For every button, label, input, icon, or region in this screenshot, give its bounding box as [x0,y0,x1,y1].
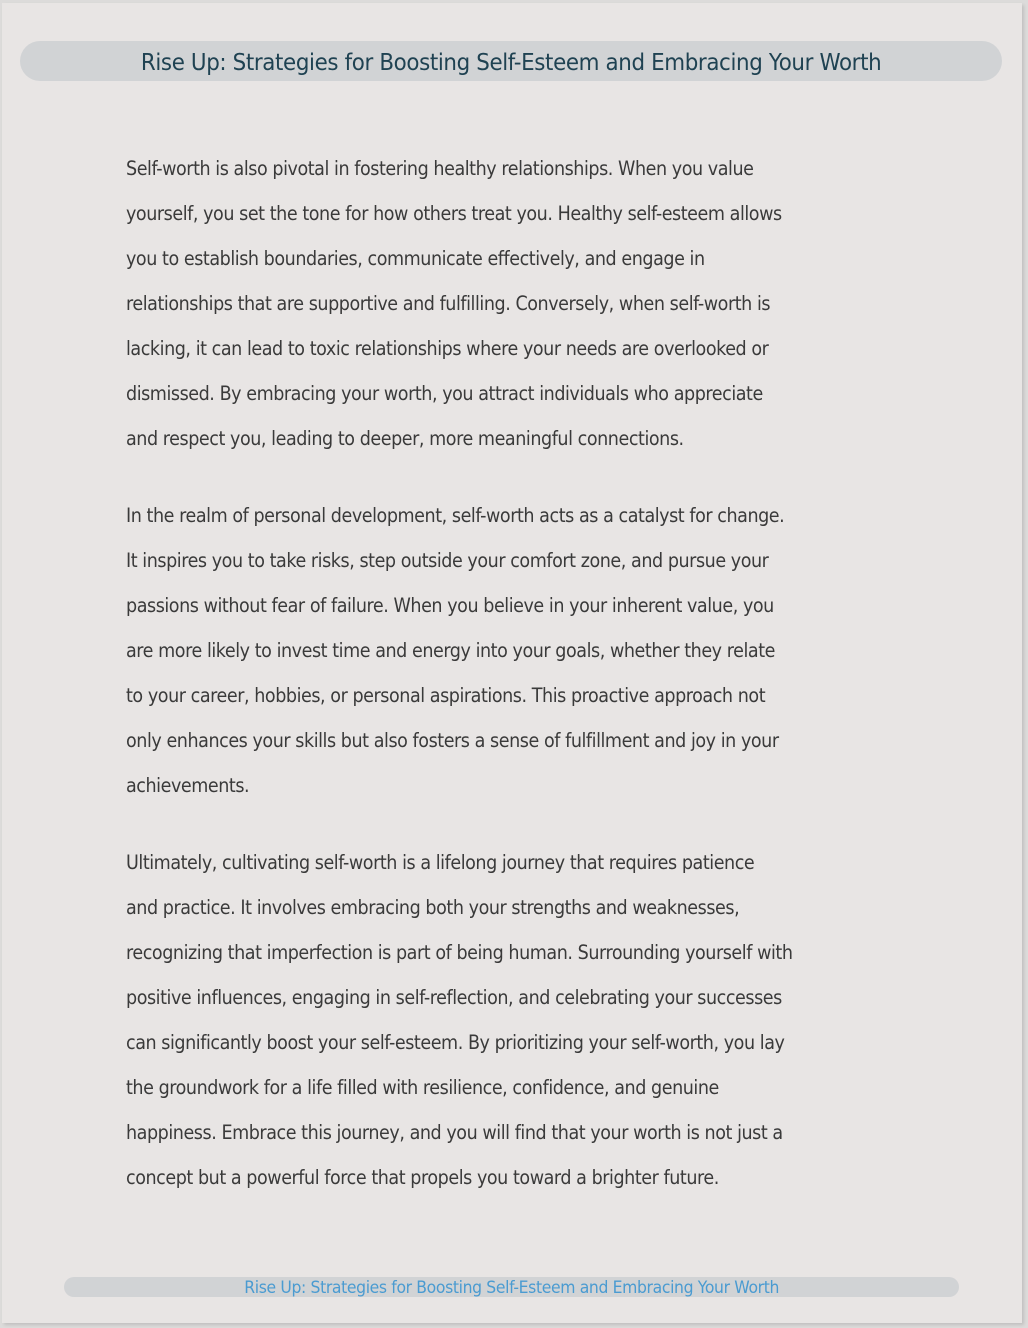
text-line: achievements. [126,774,250,797]
paragraph-conclusion [126,845,916,1205]
text-line: and practice. It involves embracing both your strengths and weaknesses, [126,896,740,919]
text-line: to your career, hobbies, or personal aspirations. This proactive approach not [126,684,766,707]
text-line: yourself, you set the tone for how others treat you. Healthy self-esteem allows [126,202,782,225]
text-line: positive influences, engaging in self-reflection, and celebrating your successes [126,986,782,1009]
paragraph-relationships [126,151,916,466]
text-line: relationships that are supportive and fulfilling. Conversely, when self-worth is [126,292,771,315]
page-footer [64,1277,959,1297]
text-line: can significantly boost your self-esteem. By prioritizing your self-worth, you lay [126,1031,785,1054]
footer-title: Rise Up: Strategies for Boosting Self-Esteem and Embracing Your Worth [244,1278,779,1298]
header-title: Rise Up: Strategies for Boosting Self-Esteem and Embracing Your Worth [140,50,882,76]
page-body [126,151,916,1237]
text-line: Self-worth is also pivotal in fostering healthy relationships. When you value [126,157,754,180]
paragraph-personal-development [126,498,916,813]
text-line: the groundwork for a life filled with resilience, confidence, and genuine [126,1076,719,1099]
text-line: concept but a powerful force that propels you toward a brighter future. [126,1166,719,1189]
document-page [2,3,1022,1323]
text-line: and respect you, leading to deeper, more meaningful connections. [126,427,684,450]
page-header [20,41,1002,81]
text-line: you to establish boundaries, communicate effectively, and engage in [126,247,705,270]
text-line: In the realm of personal development, self-worth acts as a catalyst for change. [126,504,785,527]
text-line: recognizing that imperfection is part of being human. Surrounding yourself with [126,941,793,964]
text-line: are more likely to invest time and energy into your goals, whether they relate [126,639,775,662]
text-line: It inspires you to take risks, step outside your comfort zone, and pursue your [126,549,769,572]
text-line: dismissed. By embracing your worth, you attract individuals who appreciate [126,382,763,405]
text-line: happiness. Embrace this journey, and you will find that your worth is not just a [126,1121,783,1144]
text-line: lacking, it can lead to toxic relationships where your needs are overlooked or [126,337,769,360]
text-line: only enhances your skills but also fosters a sense of fulfillment and joy in your [126,729,779,752]
text-line: passions without fear of failure. When you believe in your inherent value, you [126,594,774,617]
text-line: Ultimately, cultivating self-worth is a lifelong journey that requires patience [126,851,755,874]
